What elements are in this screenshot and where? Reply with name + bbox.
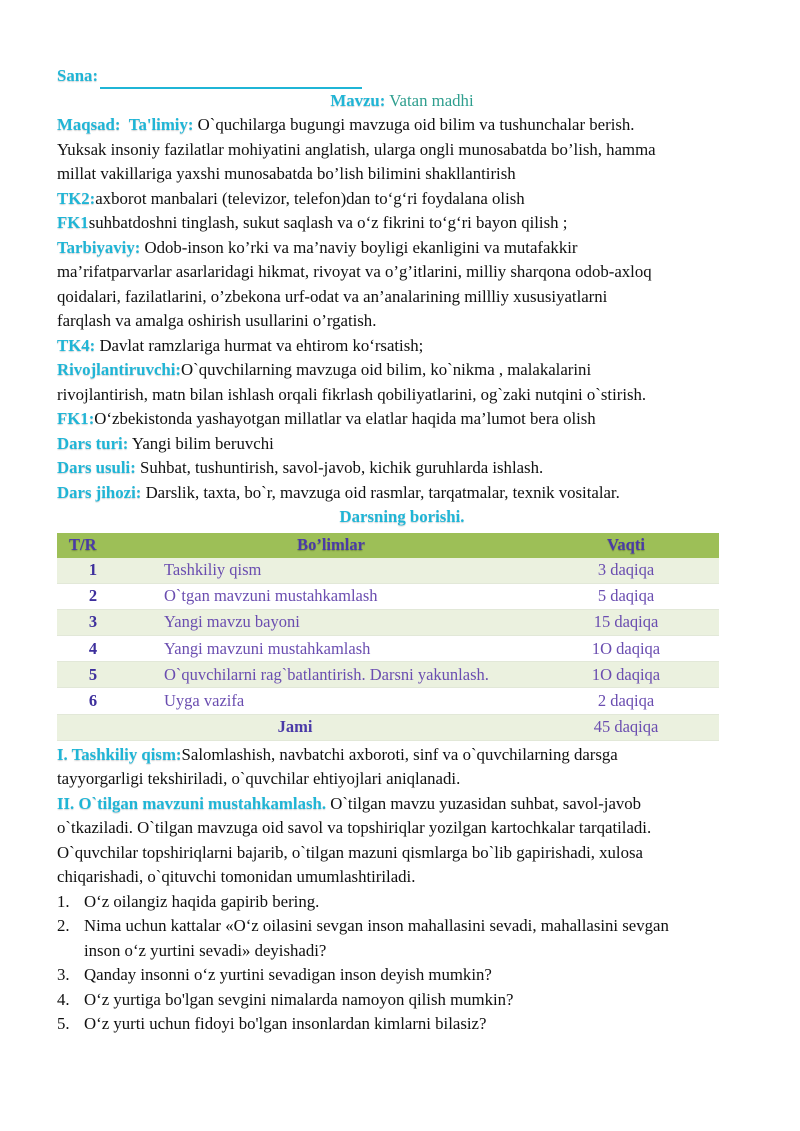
row-number: 3 [57,609,129,635]
dars-usuli-text: Suhbat, tushuntirish, savol-javob, kichik guruhlarda ishlash. [140,458,544,477]
row-number: 2 [57,583,129,609]
question-number: 1. [57,891,70,911]
mavzu-line [57,89,747,114]
section2-text-1: O`tilgan mavzu yuzasidan suhbat, savol-javob [326,793,642,813]
table-row [57,583,719,609]
fk1-label: FK1 [57,213,89,232]
row-number: 6 [57,688,129,714]
row-time: 2 daqiqa [533,688,719,714]
question-text: O‘z yurtiga bo'lgan sevgini nimalarda namoyon qilish mumkin? [84,989,514,1009]
list-item [57,963,747,988]
section2-text-3: O`quvchilar topshiriqlarni bajarib, o`tilgan mazuni qismlarga bo`lib gapirishadi, xulosa [57,842,643,862]
maqsad-text-2: Yuksak insoniy fazilatlar mohiyatini anglatish, ularga ongli munosabatda bo’lish, hamma [57,139,656,159]
total-label: Jami [57,714,533,740]
row-section: Yangi mavzu bayoni [129,609,533,635]
rivojlantiruvchi-text-1: O`quvchilarning mavzuga oid bilim, ko`nikma , malakalarini [181,360,592,379]
fk1b-label: FK1: [57,409,95,428]
dars-turi-text: Yangi bilim beruvchi [131,433,274,453]
talimiy-label: Ta'limiy: [128,115,194,134]
fk1-line [57,211,747,236]
section2-text-2: o`tkaziladi. O`tilgan mavzuga oid savol va topshiriqlar yozilgan kartochkalar tarqatiladi. [57,818,652,838]
fk1b-text: O‘zbekistonda yashayotgan millatlar va elatlar haqida ma’lumot bera olish [94,409,596,428]
dars-jihozi-label: Dars jihozi: [57,482,142,502]
table-row [57,688,719,714]
table-row [57,558,719,584]
section1-line [57,743,747,768]
mavzu-value: Vatan madhi [389,90,474,110]
list-item [57,1012,747,1037]
question-number: 2. [57,916,70,936]
dars-jihozi-text: Darslik, taxta, bo`r, mavzuga oid rasmlar, tarqatmalar, texnik vositalar. [145,482,620,502]
maqsad-line [57,113,747,138]
section1-text-2: tayyorgarligi tekshiriladi, o`quvchilar ehtiyojlari aniqlanadi. [57,769,461,789]
table-row [57,636,719,662]
tarbiyaviy-text-3: qoidalari, fazilatlarini, o’zbekona urf-odat va an’analarining millliy xususiyatlarni [57,286,608,306]
row-section: Yangi mavzuni mustahkamlash [129,636,533,662]
tarbiyaviy-line [57,236,747,261]
row-number: 1 [57,558,129,584]
question-text: Nima uchun kattalar «O‘z oilasini sevgan inson mahallasini sevadi, mahallasini sevgan [84,916,669,936]
maqsad-text-1: O`quchilarga bugungi mavzuga oid bilim va tushunchalar berish. [197,115,635,134]
dars-usuli-label: Dars usuli: [57,458,136,477]
header-time: Vaqti [533,533,719,558]
row-time: 15 daqiqa [533,609,719,635]
lesson-schedule-table [57,533,719,741]
fk1b-line [57,407,747,432]
rivojlantiruvchi-line [57,358,747,383]
row-section: O`tgan mavzuni mustahkamlash [129,583,533,609]
tk2-text: axborot manbalari (televizor, telefon)dan to‘g‘ri foydalana olish [95,188,525,208]
questions-list [57,890,747,1037]
section2-line [57,792,747,817]
question-number: 4. [57,989,70,1009]
section1-text-1: Salomlashish, navbatchi axboroti, sinf va o`quvchilarning darsga [181,744,618,764]
rivojlantiruvchi-label: Rivojlantiruvchi: [57,360,181,379]
row-section: Uyga vazifa [129,688,533,714]
list-item [57,988,747,1013]
question-text: O‘z oilangiz haqida gapirib bering. [84,891,320,911]
maqsad-label: Maqsad: [57,115,121,134]
row-time: 1O daqiqa [533,662,719,688]
row-time: 5 daqiqa [533,583,719,609]
tarbiyaviy-label: Tarbiyaviy: [57,237,141,257]
tk2-label: TK2: [57,188,96,208]
sana-label: Sana: [57,66,99,85]
fk1-text: suhbatdoshni tinglash, sukut saqlash va o‘z fikrini to‘g‘ri bayon qilish ; [88,213,568,232]
row-number: 4 [57,636,129,662]
tarbiyaviy-text-2: ma’rifatparvarlar asarlaridagi hikmat, rivoyat va o’g’itlarini, milliy sharqona odob-axloq [57,262,652,281]
tarbiyaviy-text-1: Odob-inson ko’rki va ma’naviy boyligi ekanligini va mutafakkir [144,237,578,257]
section2-text-4: chiqarishadi, o`qituvchi tomonidan umumlashtiriladi. [57,867,416,887]
table-row [57,609,719,635]
row-time: 1O daqiqa [533,636,719,662]
lesson-plan-page [57,64,747,1037]
total-time: 45 daqiqa [533,714,719,740]
table-row [57,662,719,688]
row-section: Tashkiliy qism [129,558,533,584]
tk4-text: Davlat ramzlariga hurmat va ehtirom ko‘rsatish; [99,335,424,355]
tk4-label: TK4: [57,335,96,355]
sana-line [57,64,747,89]
list-item [57,890,747,915]
dars-usuli-line [57,456,747,481]
table-header-row [57,533,719,558]
header-tr: T/R [57,533,129,558]
tarbiyaviy-text-4: farqlash va amalga oshirish usullarini o’rgatish. [57,311,377,330]
dars-turi-line [57,432,747,457]
question-number: 5. [57,1014,70,1034]
header-sections: Bo’limlar [129,533,533,558]
dars-jihozi-line [57,481,747,506]
section1-label: I. Tashkiliy qism: [57,744,182,764]
maqsad-text-3: millat vakillariga yaxshi munosabatda bo’lish bilimini shakllantirish [57,164,516,183]
mavzu-label: Mavzu: [330,90,386,110]
question-text: Qanday insonni o‘z yurtini sevadigan inson deyish mumkin? [84,965,492,985]
question-number: 3. [57,965,70,985]
tk4-line [57,334,747,359]
tk2-line [57,187,747,212]
list-item [57,914,747,963]
table-title: Darsning borishi. [339,507,465,526]
row-section: O`quvchilarni rag`batlantirish. Darsni yakunlash. [129,662,533,688]
rivojlantiruvchi-text-2: rivojlantirish, matn bilan ishlash orqali fikrlash qobiliyatlarini, og`zaki nutqini o`stirish. [57,384,647,404]
row-time: 3 daqiqa [533,558,719,584]
dars-turi-label: Dars turi: [57,433,129,453]
section2-label: II. O`tilgan mavzuni mustahkamlash. [57,793,327,813]
table-total-row [57,714,719,740]
question-text: O‘z yurti uchun fidoyi bo'lgan insonlardan kimlarni bilasiz? [84,1014,487,1034]
question-text-continued: inson o‘z yurtini sevadi» deyishadi? [84,940,327,960]
row-number: 5 [57,662,129,688]
sana-blank-field[interactable] [100,69,362,89]
